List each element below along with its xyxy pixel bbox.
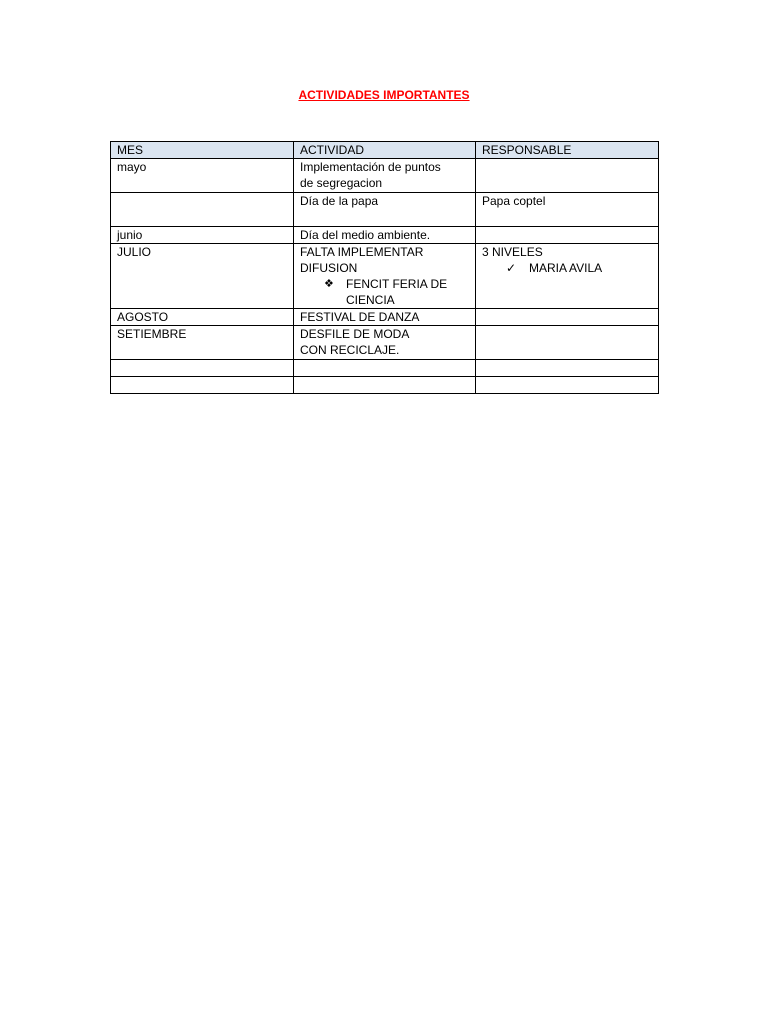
checkmark-bullet-icon: ✓ [506,261,517,275]
list-item [482,260,652,276]
responsable-cell [476,244,659,309]
table-row [111,159,659,193]
mes-cell [111,377,294,394]
mes-text: AGOSTO [117,310,169,324]
responsable-bullet-list [482,260,652,276]
bullet-line: MARIA AVILA [529,261,603,275]
responsable-text [482,326,652,342]
mes-text: SETIEMBRE [117,327,187,341]
mes-cell [111,360,294,377]
mes-text [117,193,287,209]
actividad-line: Implementación de puntos [300,160,441,174]
table-row [111,227,659,244]
bullet-line: FENCIT FERIA DE [346,277,448,291]
mes-cell [111,244,294,309]
diamond-bullet-icon: ❖ [324,278,334,290]
actividad-cell [294,227,476,244]
responsable-cell [476,309,659,326]
actividad-cell [294,159,476,193]
mes-cell [111,326,294,360]
mes-text: mayo [117,160,147,174]
actividad-line: FALTA IMPLEMENTAR [300,245,424,259]
actividad-line: DIFUSION [300,261,358,275]
responsable-cell [476,159,659,193]
responsable-text [482,227,652,243]
actividad-cell [294,326,476,360]
mes-cell [111,193,294,227]
actividad-cell [294,377,476,394]
actividad-line: CON RECICLAJE. [300,343,400,357]
table-row [111,377,659,394]
mes-text: junio [117,228,143,242]
responsable-text [482,377,652,393]
actividad-bullet-list [300,276,469,308]
responsable-cell [476,377,659,394]
header-actividad: ACTIVIDAD [294,142,476,159]
page-title: ACTIVIDADES IMPORTANTES [298,88,470,102]
actividad-line: Día del medio ambiente. [300,228,431,242]
responsable-text: Papa coptel [482,194,546,208]
table-row [111,360,659,377]
table-row [111,193,659,227]
responsable-cell [476,326,659,360]
mes-text: JULIO [117,245,152,259]
actividad-line: FESTIVAL DE DANZA [300,310,420,324]
responsable-text [482,360,652,376]
header-mes: MES [111,142,294,159]
responsable-cell [476,193,659,227]
list-item [300,276,469,308]
responsable-cell [476,227,659,244]
responsable-cell [476,360,659,377]
mes-cell [111,309,294,326]
mes-cell [111,227,294,244]
mes-text [117,360,287,376]
responsable-text [482,309,652,325]
table-header-row [111,142,659,159]
mes-text [117,377,287,393]
table-row [111,244,659,309]
table-row [111,309,659,326]
bullet-line: CIENCIA [346,293,395,307]
actividad-cell [294,309,476,326]
actividad-cell [294,360,476,377]
responsable-text [482,159,652,175]
header-responsable: RESPONSABLE [476,142,659,159]
actividad-line: Día de la papa [300,194,379,208]
responsable-text: 3 NIVELES [482,245,543,259]
actividad-line: de segregacion [300,176,383,190]
mes-cell [111,159,294,193]
actividad-cell [294,193,476,227]
actividad-line: DESFILE DE MODA [300,327,410,341]
actividad-cell [294,244,476,309]
table-row [111,326,659,360]
activities-table [110,141,659,394]
